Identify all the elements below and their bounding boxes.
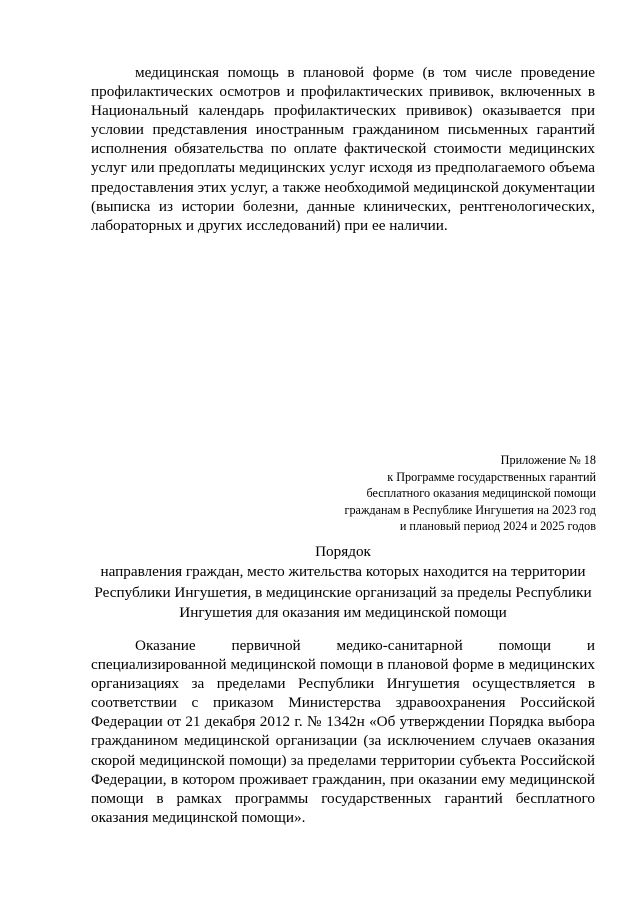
continuation-paragraph: медицинская помощь в плановой форме (в том числе проведение профилактических осмотров и профилактических прививок, включенных в Национальный календарь профилактических прививок) оказывается при условии представления иностранным гражданином письменных гарантий исполнения обязательства по оплате фактической стоимости медицинских услуг или предоплаты медицинских услуг исходя из предполагаемого объема предоставления этих услуг, а также необходимой медицинской документации (выписка из истории болезни, данные клинических, рентгенологических, лабораторных и других исследований) при ее наличии. [91,64,595,234]
document-subtitle [60,562,626,624]
appendix-number: Приложение № 18 [500,453,596,467]
appendix-header [256,452,596,535]
subtitle-line: Ингушетия для оказания им медицинской помощи [179,604,507,621]
subtitle-line: Республики Ингушетия, в медицинские организаций за пределы Республики [94,583,592,601]
document-title: Порядок [315,543,371,560]
appendix-line: гражданам в Республике Ингушетия на 2023 год [344,502,596,517]
appendix-line: и плановый период 2024 и 2025 годов [399,519,596,534]
appendix-line: бесплатного оказания медицинской помощи [366,486,596,501]
subtitle-line: направления граждан, место жительства которых находится на территории [100,563,586,580]
appendix-line: к Программе государственных гарантий [387,469,596,484]
body-paragraph: Оказание первичной медико-санитарной помощи и специализированной медицинской помощи в плановой форме в медицинских организациях за пределами Республики Ингушетия осуществляется в соответствии с приказом Министерства здравоохранения Российской Федерации от 21 декабря 2012 г. № 1342н «Об утверждении Порядка выбора гражданином медицинской организации (за исключением случаев оказания скорой медицинской помощи) за пределами территории субъекта Российской Федерации, в котором проживает гражданин, при оказании ему медицинской помощи в рамках программы государственных гарантий бесплатного оказания медицинской помощи». [91,637,595,826]
